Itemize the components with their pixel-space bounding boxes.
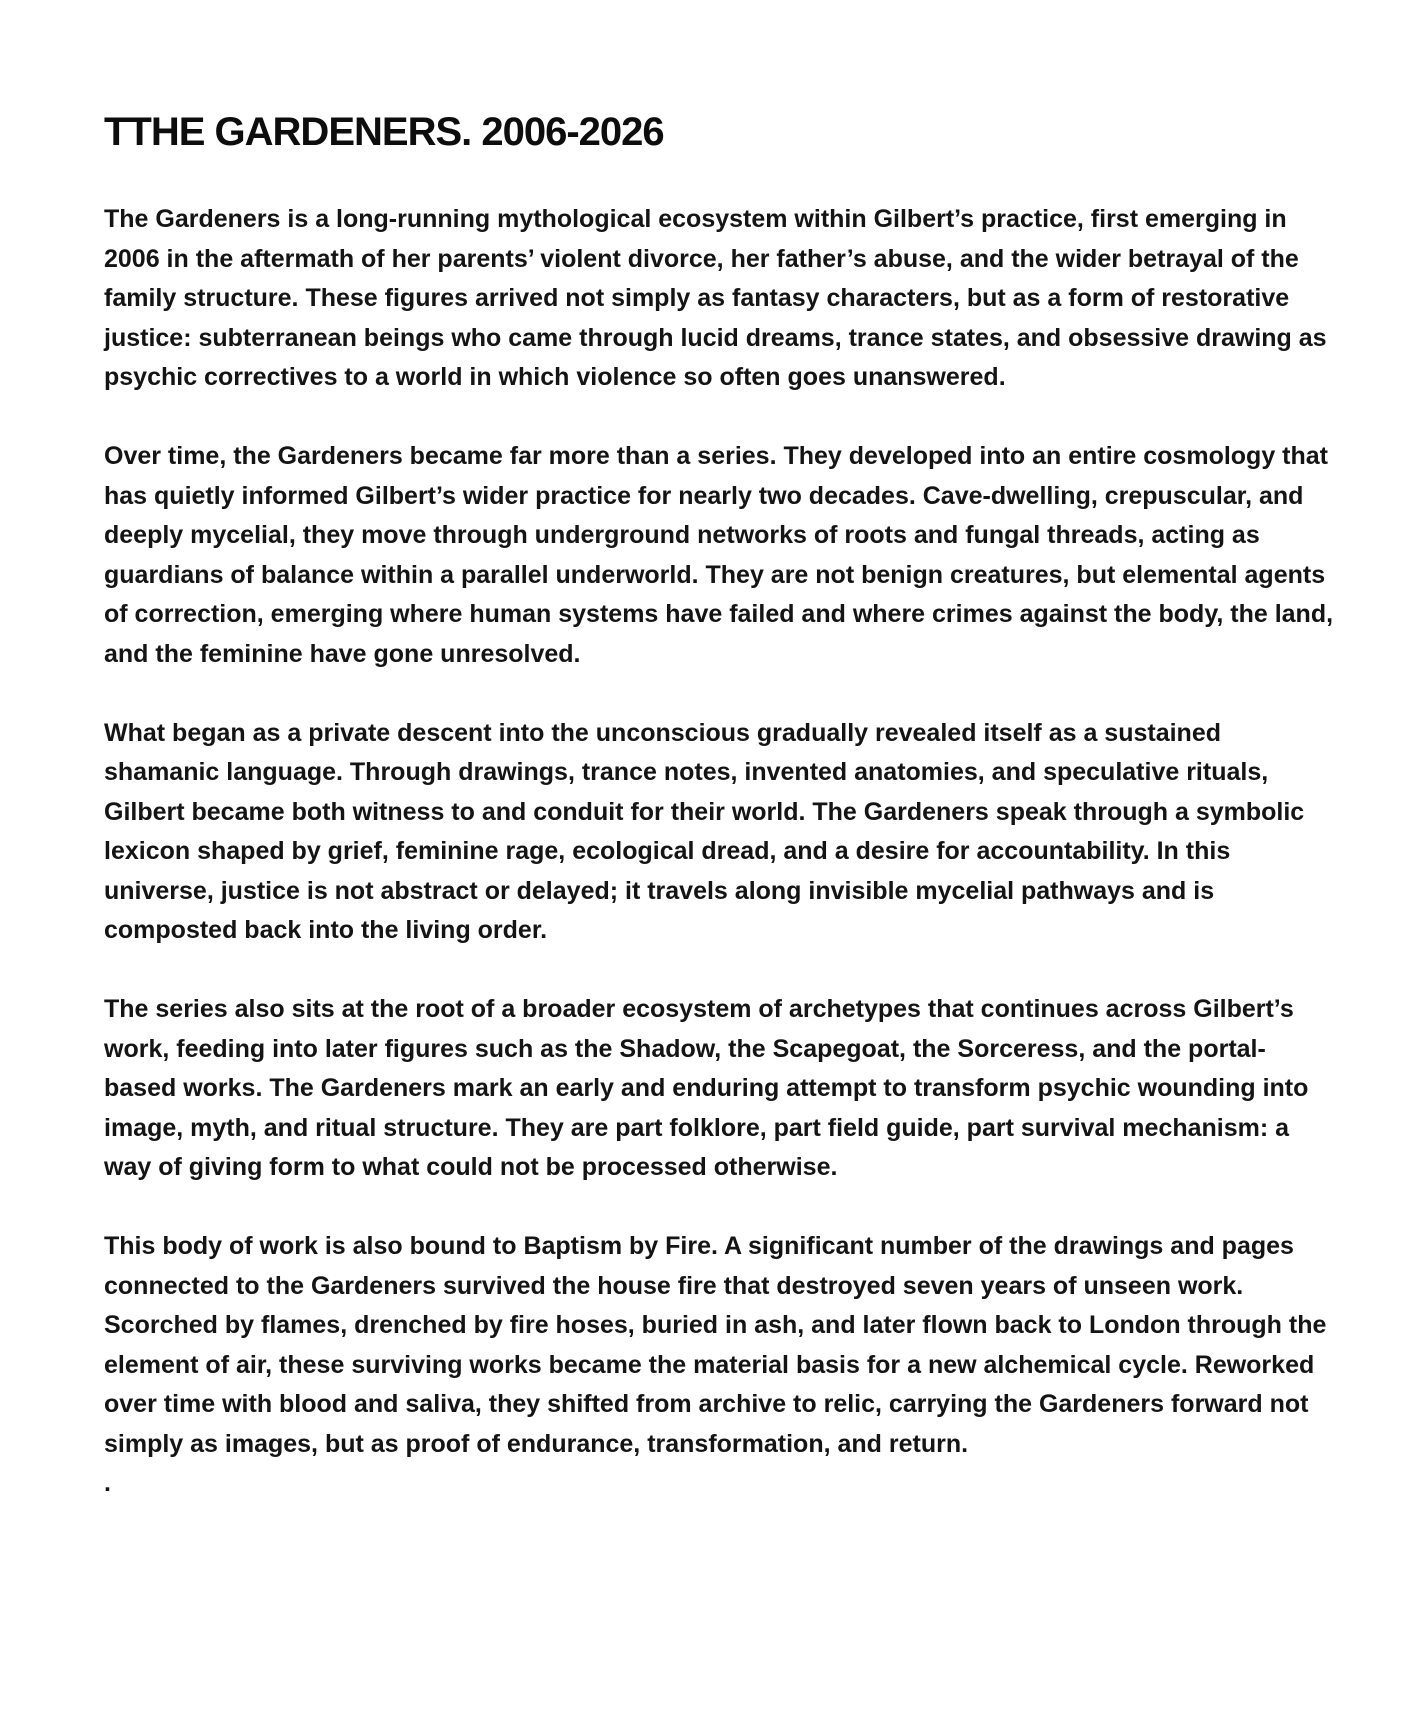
document-page bbox=[104, 104, 1334, 1504]
paragraph-3: What began as a private descent into the unconscious gradually revealed itself as a sustained shamanic language. Through drawings, trance notes, invented anatomies, and speculative rituals, Gilbert became both witness to and conduit for their world. The Gardeners speak through a symbolic lexicon shaped by grief, feminine rage, ecological dread, and a desire for accountability. In this universe, justice is not abstract or delayed; it travels along invisible mycelial pathways and is composted back into the living order. bbox=[104, 718, 1305, 944]
trailing-mark: . bbox=[104, 1469, 111, 1497]
paragraph-4: The series also sits at the root of a broader ecosystem of archetypes that continues across Gilbert’s work, feeding into later figures such as the Shadow, the Scapegoat, the Sorceress, and the portal-based works. The Gardeners mark an early and enduring attempt to transform psychic wounding into image, myth, and ritual structure. They are part folklore, part field guide, part survival mechanism: a way of giving form to what could not be processed otherwise. bbox=[104, 995, 1309, 1181]
paragraph-1: The Gardeners is a long-running mythological ecosystem within Gilbert’s practice, first emerging in 2006 in the aftermath of her parents’ violent divorce, her father’s abuse, and the wider betrayal of the family structure. These figures arrived not simply as fantasy characters, but as a form of restorative justice: subterranean beings who came through lucid dreams, trance states, and obsessive drawing as psychic correctives to a world in which violence so often goes unanswered. bbox=[104, 205, 1327, 391]
paragraph-2: Over time, the Gardeners became far more than a series. They developed into an entire cosmology that has quietly informed Gilbert’s wider practice for nearly two decades. Cave-dwelling, crepuscular, and deeply mycelial, they move through underground networks of roots and fungal threads, acting as guardians of balance within a parallel underworld. They are not benign creatures, but elemental agents of correction, emerging where human systems have failed and where crimes against the body, the land, and the feminine have gone unresolved. bbox=[104, 442, 1334, 668]
paragraph-5: This body of work is also bound to Baptism by Fire. A significant number of the drawings and pages connected to the Gardeners survived the house fire that destroyed seven years of unseen work. Scorched by flames, drenched by fire hoses, buried in ash, and later flown back to London through the element of air, these surviving works became the material basis for a new alchemical cycle. Reworked over time with blood and saliva, they shifted from archive to relic, carrying the Gardeners forward not simply as images, but as proof of endurance, transformation, and return. bbox=[104, 1232, 1327, 1458]
page-title: TTHE GARDENERS. 2006-2026 bbox=[104, 110, 664, 154]
